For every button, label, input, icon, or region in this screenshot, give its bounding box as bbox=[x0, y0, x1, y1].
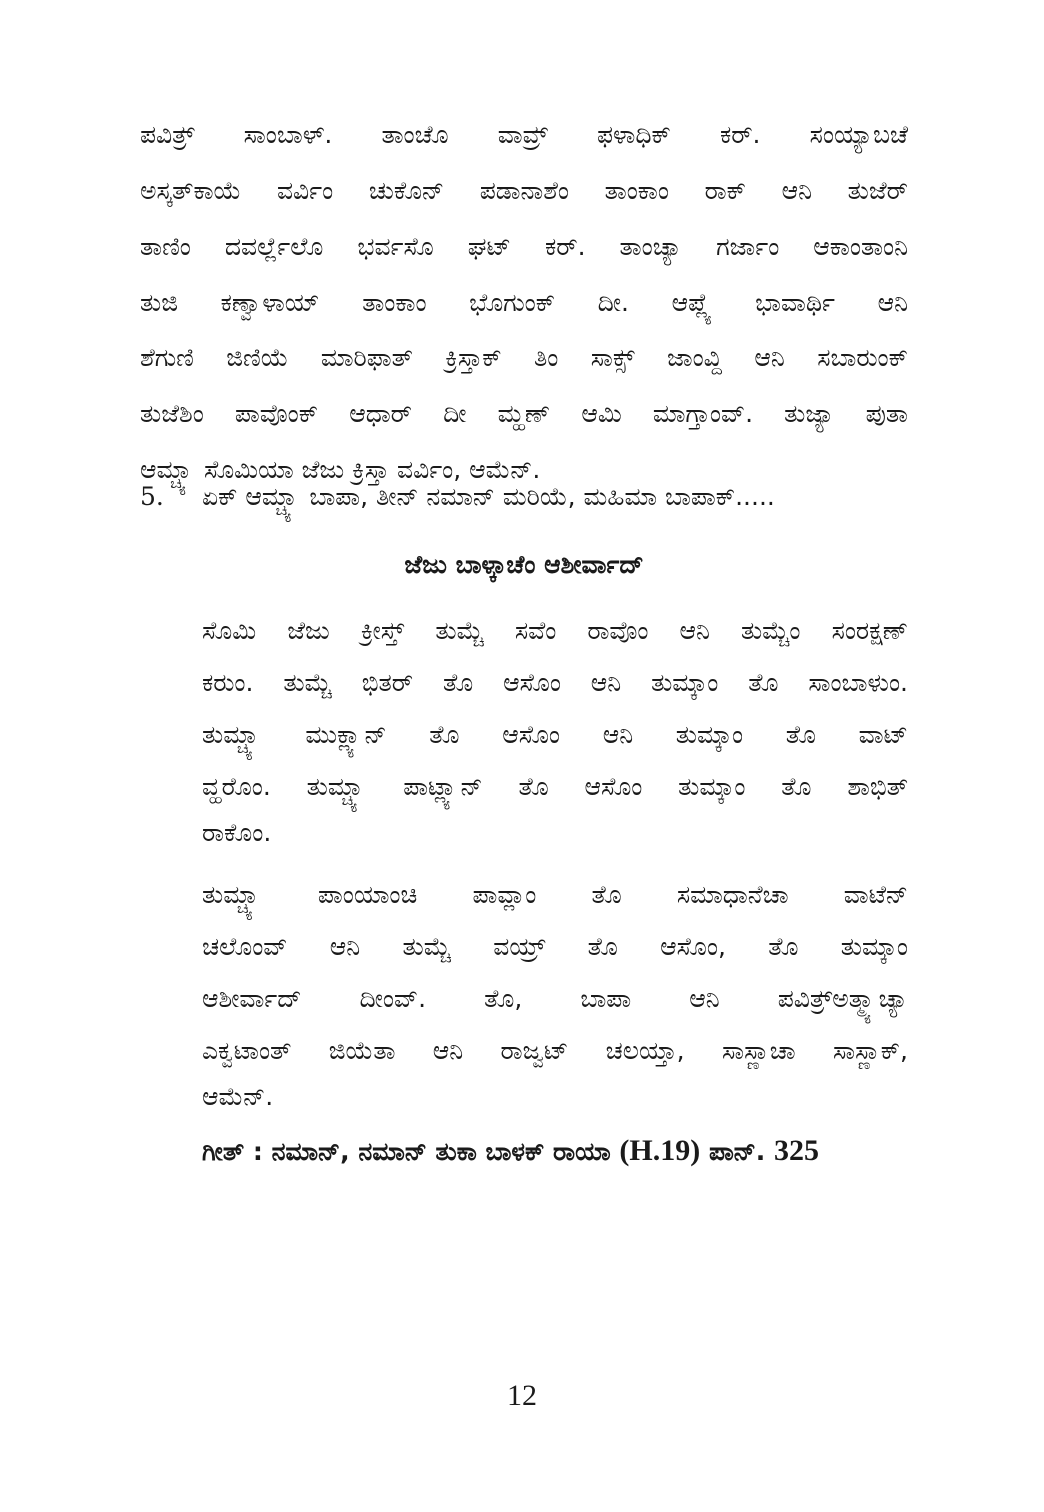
paragraph-line-last: ರಾಕೊಂ. bbox=[202, 818, 272, 847]
paragraph-line-last: ಆಮ್ಚ್ಯಾ ಸೊಮಿಯಾ ಜೆಜು ಕ್ರಿಸ್ತಾ ವರ್ವಿಂ, ಆಮೆನ್. bbox=[140, 455, 541, 484]
paragraph-line: ಸೊಮಿ ಜೆಜು ಕ್ರೀಸ್ತ್ ತುಮ್ಚೆ ಸವೆಂ ರಾವೊಂ ಆನಿ ತುಮ್ಚೆಂ ಸಂರಕ್ಷಣ್ bbox=[202, 616, 908, 645]
paragraph-line: ಪವಿತ್ರ್ ಸಾಂಬಾಳ್. ತಾಂಚೊ ವಾವ್ರ್ ಫಳಾಧಿಕ್ ಕರ್. ಸಂಯ್ಯಾಬಚೆ bbox=[140, 120, 908, 149]
paragraph-line: ಕರುಂ. ತುಮ್ಚೆ ಭಿತರ್ ತೊ ಆಸೊಂ ಆನಿ ತುಮ್ಕಾಂ ತೊ ಸಾಂಬಾಳುಂ. bbox=[202, 668, 908, 697]
section-heading: ಜೆಜು ಬಾಳ್ಕಾಚೆಂ ಆಶೀರ್ವಾದ್ bbox=[404, 550, 644, 579]
item-text: ಏಕ್ ಆಮ್ಚ್ಯಾ ಬಾಪಾ, ತೀನ್ ನಮಾನ್ ಮರಿಯೆ, ಮಹಿಮಾ ಬಾಪಾಕ್..... bbox=[202, 482, 775, 511]
page-number: 12 bbox=[507, 1379, 537, 1412]
paragraph-line: ಚಲೊಂವ್ ಆನಿ ತುಮ್ಚೆ ವಯ್ರ್ ತೊ ಆಸೊಂ, ತೊ ತುಮ್ಕಾಂ bbox=[202, 932, 908, 961]
paragraph-line-last: ಆಮೆನ್. bbox=[202, 1082, 274, 1111]
paragraph-line: ತುಜೆಶಿಂ ಪಾವೊಂಕ್ ಆಧಾರ್ ದೀ ಮ್ಹಣ್ ಆಮಿ ಮಾಗ್ತಾಂವ್. ತುಜ್ಯಾ ಪುತಾ bbox=[140, 399, 908, 428]
numbered-item bbox=[140, 480, 908, 514]
hymn-page-number: 325 bbox=[774, 1134, 819, 1167]
hymn-page-label: ಪಾನ್. bbox=[700, 1137, 774, 1166]
item-number: 5. bbox=[140, 482, 164, 511]
paragraph-line: ಎಕ್ವಟಾಂತ್ ಜಿಯೆತಾ ಆನಿ ರಾಜ್ವಟ್ ಚಲಯ್ತಾ, ಸಾಸ್ಣಾಚಾ ಸಾಸ್ಣಾಕ್, bbox=[202, 1036, 908, 1065]
paragraph-line: ವ್ಹರೊಂ. ತುಮ್ಚ್ಯಾ ಪಾಟ್ಲ್ಯಾನ್ ತೊ ಆಸೊಂ ತುಮ್ಕಾಂ ತೊ ಶಾಭಿತ್ bbox=[202, 772, 908, 801]
paragraph-line: ಅಸ್ಕತ್‌ಕಾಯೆ ವರ್ವಿಂ ಚುಕೊನ್ ಪಡಾನಾಶೆಂ ತಾಂಕಾಂ ರಾಕ್ ಆನಿ ತುಜೆರ್ bbox=[140, 176, 908, 205]
paragraph-line: ಶೆಗುಣಿ ಜಿಣಿಯೆ ಮಾರಿಫಾತ್ ಕ್ರಿಸ್ತಾಕ್ ತಿಂ ಸಾಕ್ಸ್ ಜಾಂವ್ದಿ ಆನಿ ಸಬಾರುಂಕ್ bbox=[140, 343, 908, 372]
paragraph-line: ತಾಣಿಂ ದವರ್ಲ್ಲೆಲೊ ಭರ್ವಸೊ ಘಟ್ ಕರ್. ತಾಂಚ್ಯಾ ಗರ್ಜಾಂ ಆಕಾಂತಾಂನಿ bbox=[140, 232, 908, 261]
hymn-code: (H.19) bbox=[619, 1134, 701, 1167]
paragraph-line: ತುಮ್ಚ್ಯಾ ಪಾಂಯಾಂಚಿ ಪಾವ್ಲಾಂ ತೊ ಸಮಾಧಾನೆಚಾ ವಾಟೆನ್ bbox=[202, 880, 908, 909]
paragraph-line: ಆಶೀರ್ವಾದ್ ದೀಂವ್. ತೊ, ಬಾಪಾ ಆನಿ ಪವಿತ್ರ್‌ಅತ್ಮ್ಯಾಚ್ಯಾ bbox=[202, 984, 908, 1013]
paragraph-line: ತುಮ್ಚ್ಯಾ ಮುಕ್ಲ್ಯಾನ್ ತೊ ಆಸೊಂ ಆನಿ ತುಮ್ಕಾಂ ತೊ ವಾಟ್ bbox=[202, 720, 908, 749]
paragraph-line: ತುಜಿ ಕಣ್ವಾಳಾಯ್ ತಾಂಕಾಂ ಭೊಗುಂಕ್ ದೀ. ಆಪ್ಲ್ಯೆ ಭಾವಾರ್ಥಿ ಆನಿ bbox=[140, 288, 908, 317]
hymn-title: ಗೀತ್ : ನಮಾನ್, ನಮಾನ್ ತುಕಾ ಬಾಳಕ್ ರಾಯಾ bbox=[202, 1137, 620, 1166]
hymn-reference bbox=[202, 1134, 908, 1169]
